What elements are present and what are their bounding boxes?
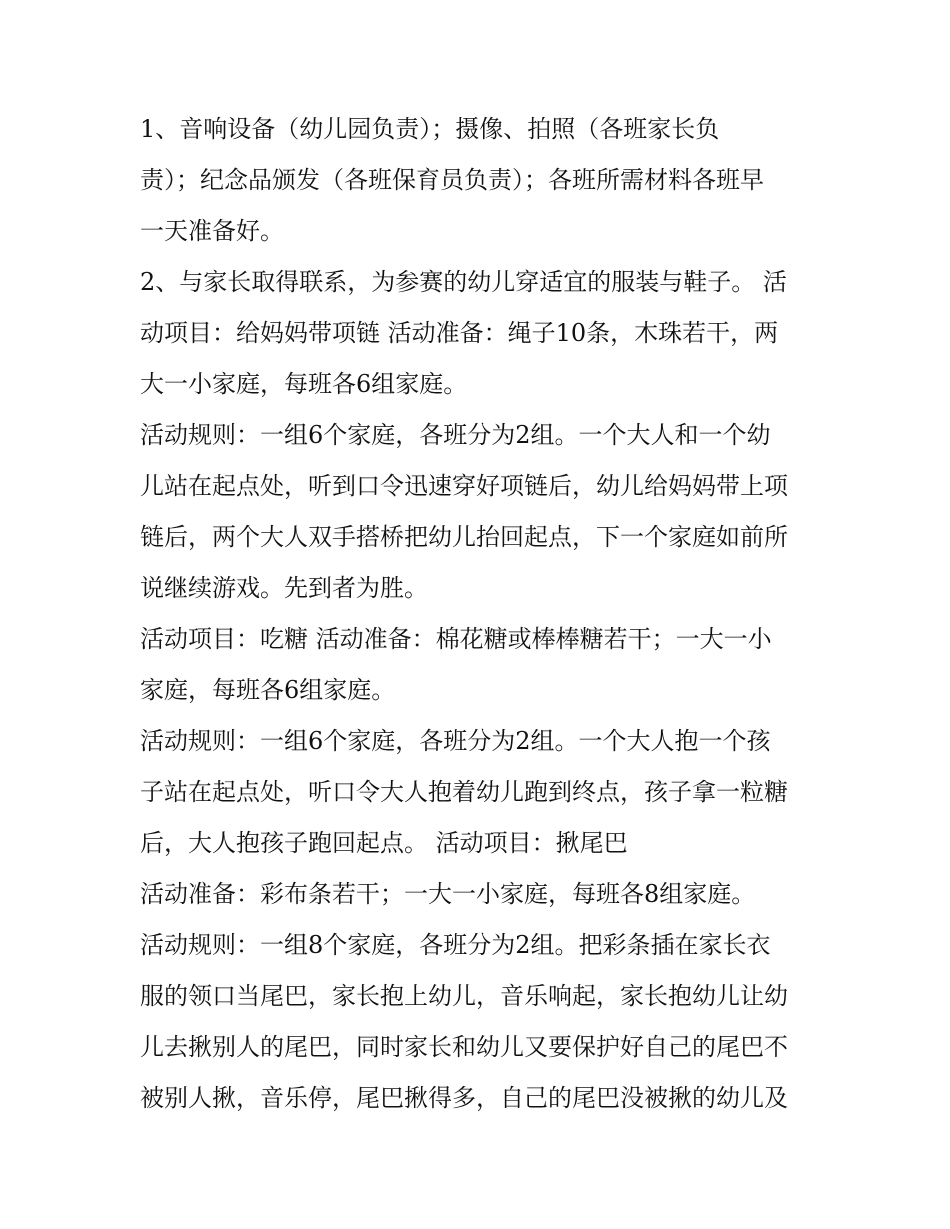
text-line: 2、与家长取得联系，为参赛的幼儿穿适宜的服装与鞋子。 活 [140,268,787,296]
text-line: 大一小家庭，每班各6组家庭。 [140,370,468,398]
text-line: 子站在起点处，听口令大人抱着幼儿跑到终点，孩子拿一粒糖 [140,778,788,806]
text-line: 活动规则：一组8个家庭，各班分为2组。把彩条插在家长衣 [140,931,771,959]
document-body [140,104,820,1124]
text-line: 一天准备好。 [140,217,284,245]
text-line: 活动规则：一组6个家庭，各班分为2组。一个大人抱一个孩 [140,727,771,755]
text-line: 被别人揪，音乐停，尾巴揪得多，自己的尾巴没被揪的幼儿及 [140,1084,788,1112]
text-line: 活动规则：一组6个家庭，各班分为2组。一个大人和一个幼 [140,421,771,449]
text-line: 儿站在起点处，听到口令迅速穿好项链后，幼儿给妈妈带上项 [140,472,788,500]
text-line: 后，大人抱孩子跑回起点。 活动项目：揪尾巴 [140,829,628,857]
text-line: 活动准备：彩布条若干；一大一小家庭，每班各8组家庭。 [140,880,756,908]
text-line: 说继续游戏。先到者为胜。 [140,574,428,602]
text-line: 1、音响设备（幼儿园负责）；摄像、拍照（各班家长负 [140,115,720,143]
text-line: 责）；纪念品颁发（各班保育员负责）；各班所需材料各班早 [140,166,764,194]
text-line: 活动项目：吃糖 活动准备：棉花糖或棒棒糖若干；一大一小 [140,625,772,653]
text-line: 儿去揪别人的尾巴，同时家长和幼儿又要保护好自己的尾巴不 [140,1033,788,1061]
text-line: 链后，两个大人双手搭桥把幼儿抬回起点，下一个家庭如前所 [140,523,788,551]
text-line: 服的领口当尾巴，家长抱上幼儿，音乐响起，家长抱幼儿让幼 [140,982,788,1010]
text-line: 家庭，每班各6组家庭。 [140,676,396,704]
text-line: 动项目：给妈妈带项链 活动准备：绳子10条，木珠若干，两 [140,319,779,347]
